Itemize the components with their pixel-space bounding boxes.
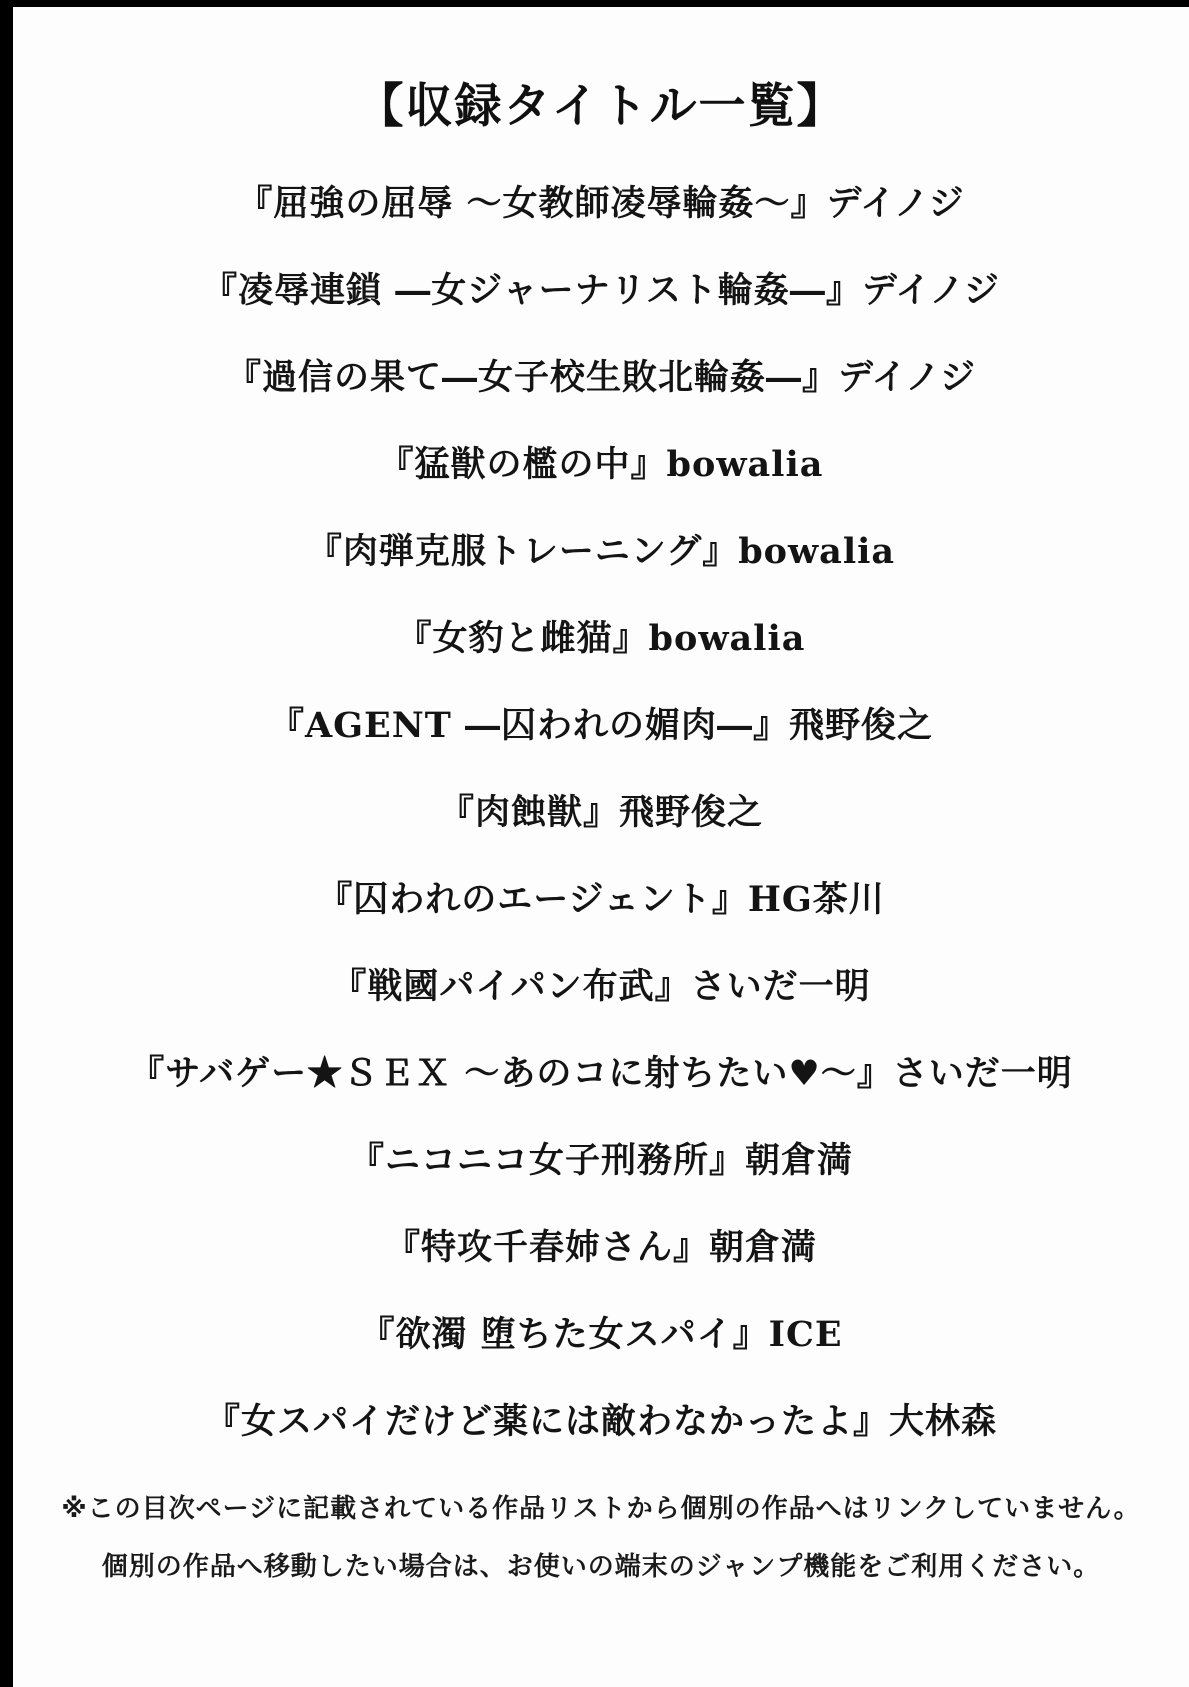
page-title: 【収録タイトル一覧】	[356, 79, 846, 134]
title-list-item: 『サバゲー★ＳＥＸ 〜あのコに射ちたい♥〜』さいだ一明	[129, 1053, 1073, 1094]
title-list-item: 『特攻千春姉さん』朝倉満	[384, 1227, 817, 1268]
title-list-item: 『女豹と雌猫』bowalia	[396, 618, 806, 659]
title-list-item: 『凌辱連鎖 ―女ジャーナリスト輪姦―』デイノジ	[202, 270, 1000, 311]
title-list-item: 『ニコニコ女子刑務所』朝倉満	[348, 1140, 853, 1181]
toc-page	[13, 7, 1189, 1687]
title-list-item: 『過信の果て―女子校生敗北輪姦―』デイノジ	[225, 357, 977, 398]
title-list-item: 『囚われのエージェント』HG茶川	[317, 879, 885, 920]
title-list-item: 『女スパイだけど薬には敵わなかったよ』大林森	[204, 1401, 997, 1442]
title-list-item: 『肉弾克服トレーニング』bowalia	[306, 531, 896, 572]
title-list-item: 『AGENT ―囚われの媚肉―』飛野俊之	[269, 705, 933, 746]
footer-note-jump-hint: 個別の作品へ移動したい場合は、お使いの端末のジャンプ機能をご利用ください。	[101, 1551, 1101, 1581]
title-list-item: 『戦國パイパン布武』さいだ一明	[331, 966, 871, 1007]
title-list-item: 『猛獣の檻の中』bowalia	[378, 444, 824, 485]
footer-note-no-links: ※この目次ページに記載されている作品リストから個別の作品へはリンクしていません。	[61, 1493, 1141, 1523]
title-list-item: 『屈強の屈辱 〜女教師凌辱輪姦〜』デイノジ	[237, 183, 965, 224]
title-list-item: 『欲濁 堕ちた女スパイ』ICE	[359, 1314, 843, 1355]
title-list	[13, 185, 1189, 1440]
footer-notes	[13, 1488, 1189, 1583]
title-list-item: 『肉蝕獣』飛野俊之	[438, 792, 763, 833]
